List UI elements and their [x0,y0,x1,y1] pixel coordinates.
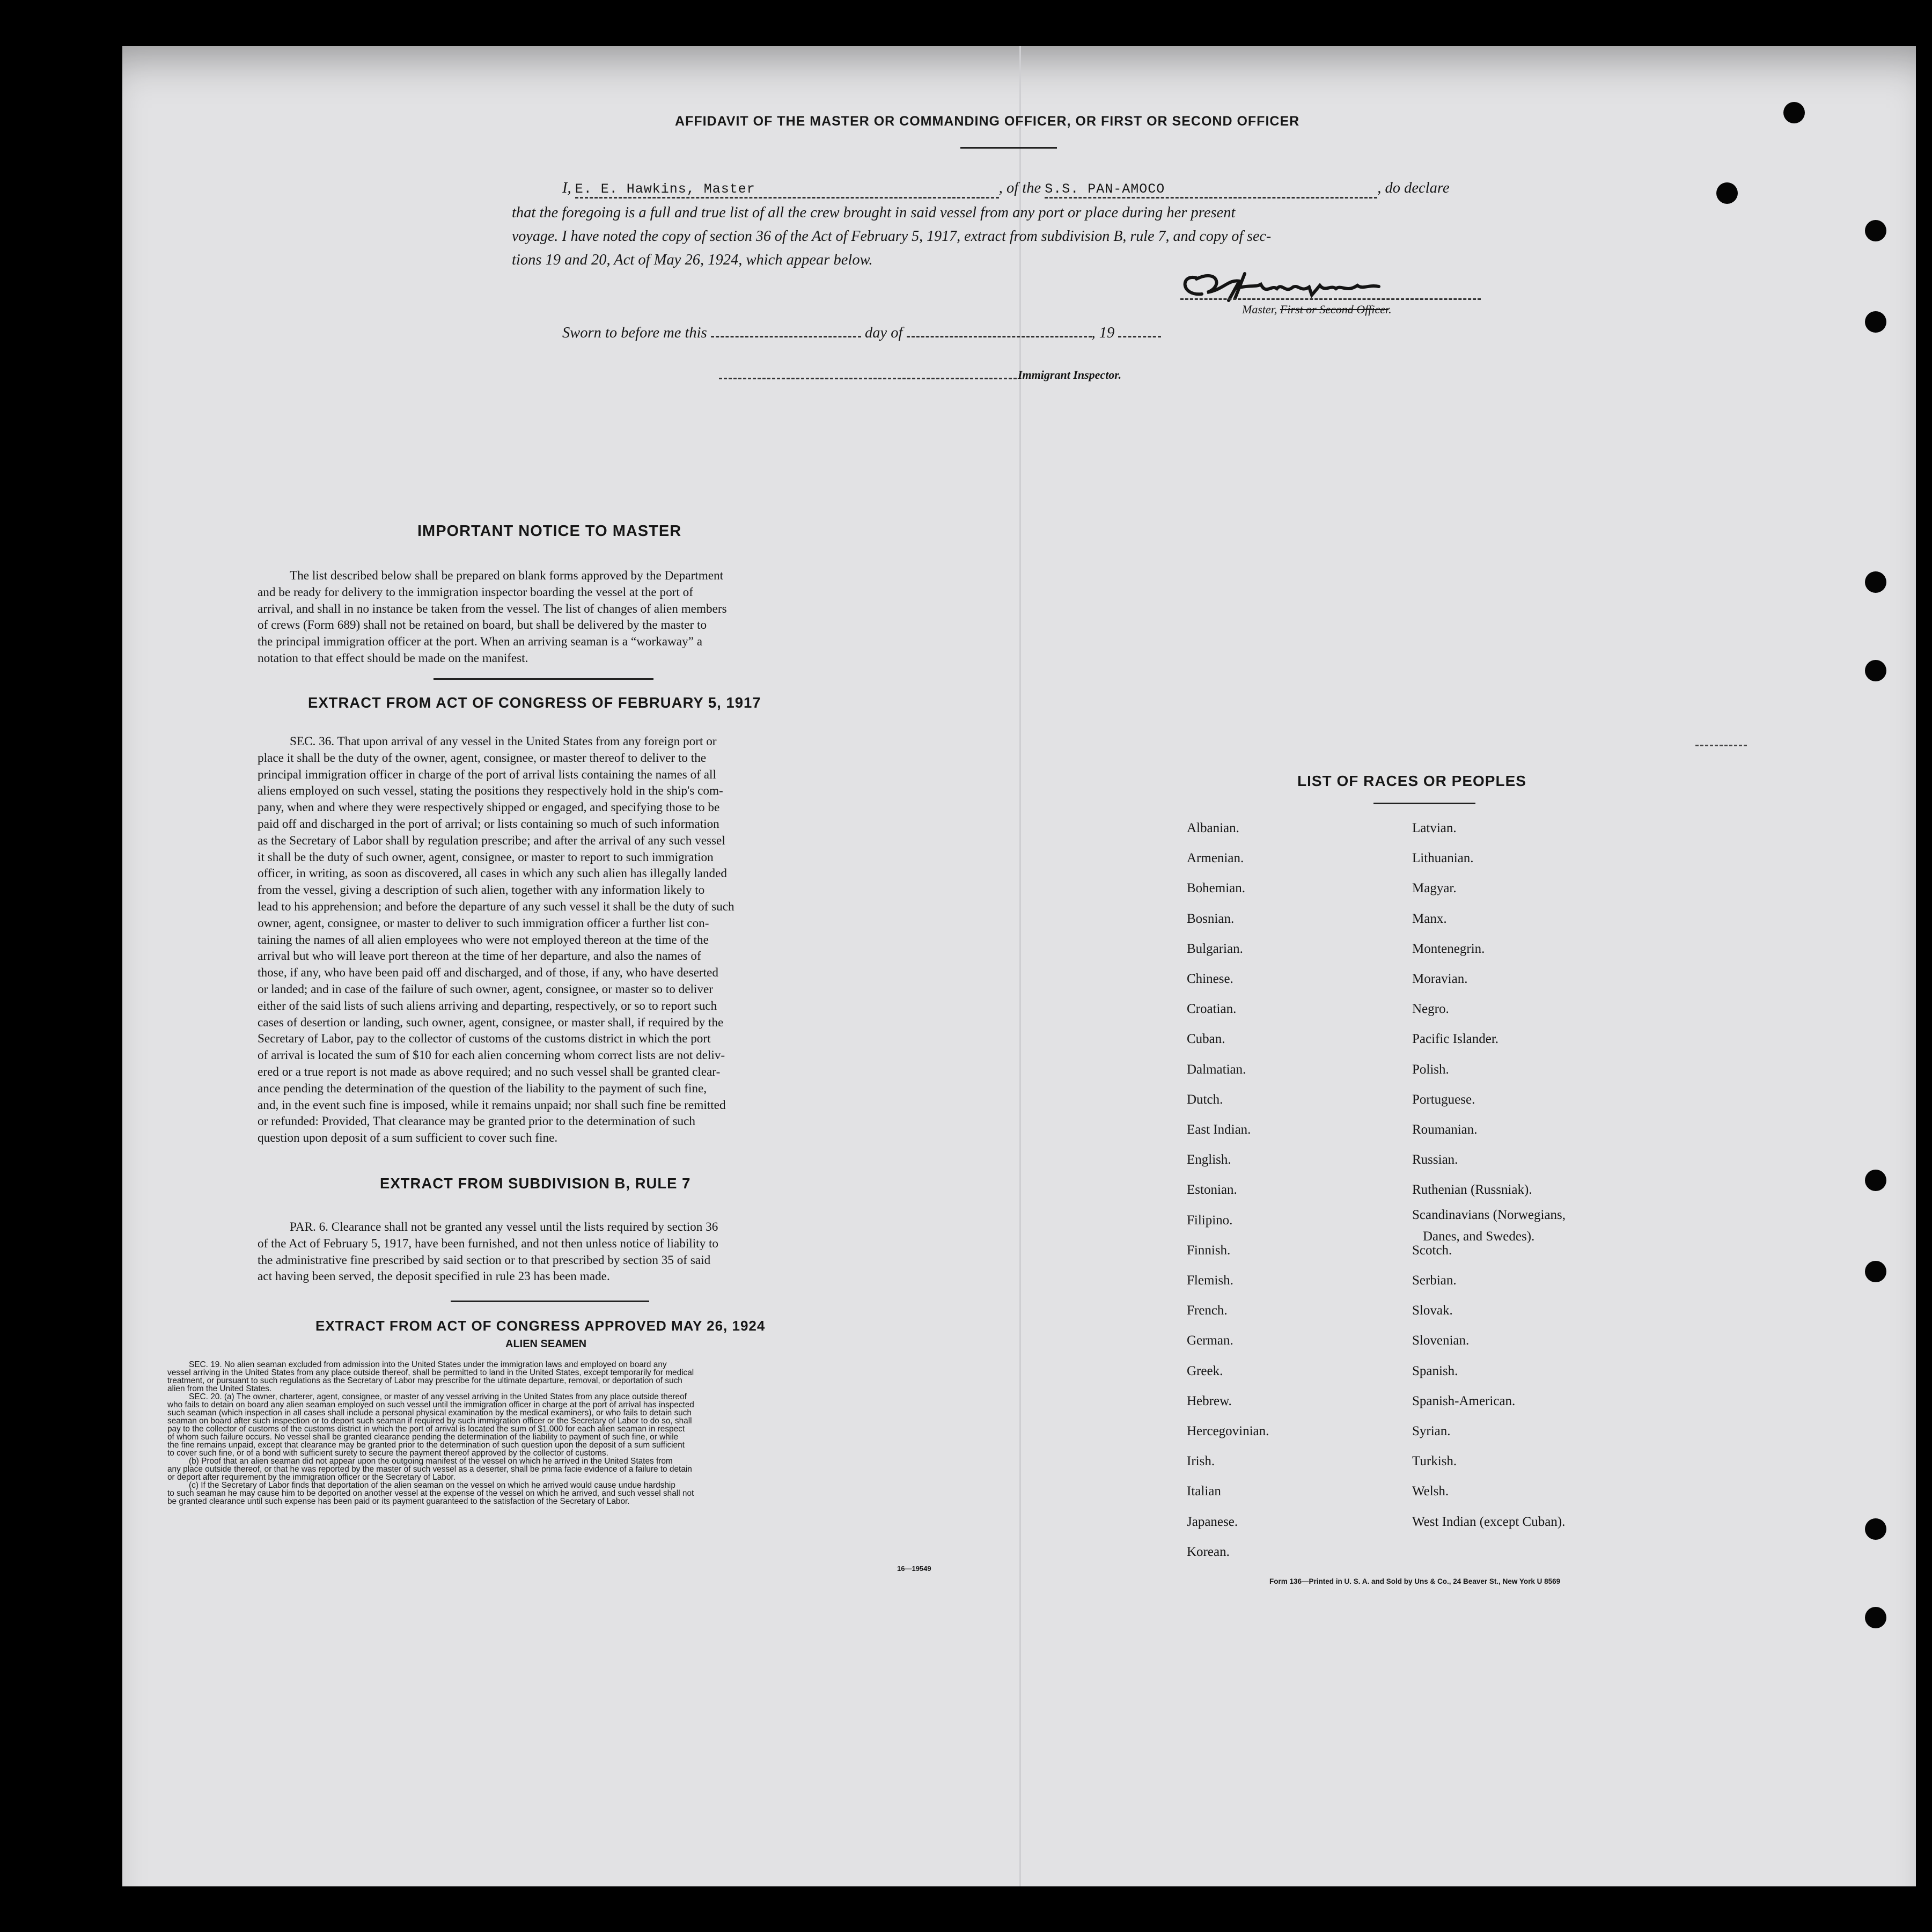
notice-line: The list described below shall be prepared on blank forms approved by the Department [290,569,724,583]
binder-hole [1783,102,1805,123]
race-item: Finnish. [1187,1243,1231,1258]
sec36-line: Secretary of Labor, pay to the collector of customs of the customs district in which the port [258,1032,711,1046]
sec1924-line: or deport after requirement by the immigration officer or the Secretary of Labor. [167,1473,456,1482]
race-item: Dalmatian. [1187,1062,1246,1077]
race-item: Danes, and Swedes). [1423,1229,1535,1244]
binder-hole [1865,1518,1886,1540]
race-item: Slovenian. [1412,1333,1470,1348]
race-item: Flemish. [1187,1273,1233,1288]
sec1924-line: the fine remains unpaid, except that clearance may be granted prior to the determination of such question upon the deposit of a sum sufficient [167,1441,685,1450]
race-item: Lithuanian. [1412,851,1474,866]
binder-hole [1865,1607,1886,1628]
extract-rule7-title: EXTRACT FROM SUBDIVISION B, RULE 7 [380,1175,691,1192]
race-item: Estonian. [1187,1182,1237,1198]
race-item: Scotch. [1412,1243,1452,1258]
race-item: Spanish-American. [1412,1393,1516,1408]
sec1924-line: of whom such failure occurs. No vessel shall be granted clearance pending the determination of the liability to payment of such fine, or while [167,1433,679,1442]
race-item: Spanish. [1412,1363,1458,1378]
margin-dash [1695,745,1747,746]
race-item: Albanian. [1187,821,1239,835]
sec36-line: arrival but who will leave port thereon at the time of her departure, and also the names of [258,949,701,964]
race-item: Pacific Islander. [1412,1032,1499,1047]
sec1924-line: who fails to detain on board any alien seaman employed on such vessel until the immigration officer in charge at the port of arrival has inspected [167,1400,694,1409]
sec36-line: ered or a true report is not made as above required; and no such vessel shall be granted clear- [258,1064,721,1079]
extract-1924-body [167,1361,940,1505]
affidavit-i: I, [562,180,571,196]
race-item: Portuguese. [1412,1092,1475,1107]
sec1924-line: (b) Proof that an alien seaman did not appear upon the outgoing manifest of the vessel on which he arrived in the United States from [189,1457,673,1466]
affidavit-line4: tions 19 and 20, Act of May 26, 1924, which appear below. [512,252,873,268]
race-item: Scandinavians (Norwegians, [1412,1207,1566,1222]
race-item: Italian [1187,1484,1221,1499]
sworn-month-field [907,323,1092,337]
sec1924-line: vessel arriving in the United States from any place outside thereof, shall be permitted to land in the United States, except temporarily for medical [167,1368,694,1377]
sec36-line: principal immigration officer in charge of the port of arrival lists containing the names of all [258,767,716,782]
sec1924-line: any place outside thereof, or that he was reported by the master of such vessel as a deserter, shall be prima facie evidence of a failure to detain [167,1465,692,1474]
binder-hole [1865,571,1886,593]
race-item: English. [1187,1152,1231,1167]
race-item: Hercegovinian. [1187,1424,1269,1438]
race-item: Montenegrin. [1412,941,1485,956]
sec36-line: lead to his apprehension; and before the departure of any such vessel it shall be the duty of such [258,899,734,914]
sec36-line: pany, when and where they were respectively shipped or engaged, and specifying those to be [258,800,720,815]
sec36-line: owner, agent, consignee, or master to deliver to such immigration officer a further list con- [258,916,709,930]
extract-1924-title: EXTRACT FROM ACT OF CONGRESS APPROVED MAY 26, 1924 [315,1318,766,1334]
sec36-line: SEC. 36. That upon arrival of any vessel in the United States from any foreign port or [290,734,717,748]
sec1924-line: pay to the collector of customs of the customs district in which the port of arrival is located the sum of $1,000 for each alien seaman in respect [167,1424,685,1434]
race-item: Filipino. [1187,1213,1233,1228]
race-item: Roumanian. [1412,1122,1478,1137]
binder-hole [1865,311,1886,333]
race-item: Irish. [1187,1454,1215,1469]
notice-line: and be ready for delivery to the immigration inspector boarding the vessel at the port of [258,585,693,599]
rule7-line: act having been served, the deposit specified in rule 23 has been made. [258,1269,610,1284]
binder-hole [1716,182,1738,204]
print-code: 16—19549 [897,1564,931,1573]
race-item: Manx. [1412,911,1447,926]
affidavit-title: AFFIDAVIT OF THE MASTER OR COMMANDING OFFICER, OR FIRST OR SECOND OFFICER [675,114,1300,129]
vessel-field: S.S. PAN-AMOCO [1045,182,1377,199]
section-rule [434,678,653,680]
sec1924-line: (c) If the Secretary of Labor finds that deportation of the alien seaman on the vessel on which he arrived would cause undue hardship [189,1481,675,1490]
sworn-line [562,321,1161,346]
sec36-line: of arrival is located the sum of $10 for each alien concerning whom correct lists are not deliv- [258,1048,725,1063]
sec36-line: question upon deposit of a sum sufficient to cover such fine. [258,1131,558,1145]
title-rule [960,147,1057,149]
race-item: Cuban. [1187,1032,1225,1047]
sig-master: Master, [1242,303,1277,316]
sec1924-line: to such seaman he may cause him to be deported on another vessel at the expense of the vessel on which he arrived, and such vessel shall not [167,1489,694,1498]
extract-rule7-body [258,1219,860,1285]
race-item: Dutch. [1187,1092,1223,1107]
section-rule [451,1301,649,1302]
race-item: Magyar. [1412,881,1457,896]
sec1924-line: seaman on board after such inspection or to deport such seaman if required by such immigration officer or the Secretary of Labor to do so, shall [167,1416,692,1426]
race-item: Syrian. [1412,1424,1451,1438]
notice-line: of crews (Form 689) shall not be retained on board, but shall be delivered by the master to [258,618,707,633]
sec36-line: those, if any, who have been paid off and discharged, and of those, if any, who have deserted [258,966,718,980]
sec1924-line: treatment, or pursuant to such regulations as the Secretary of Labor may prescribe for the ultimate departure, removal, or deportation of such [167,1376,682,1385]
race-item: Croatian. [1187,1002,1237,1017]
sec36-line: place it shall be the duty of the owner, agent, consignee, or master thereof to deliver to the [258,751,707,765]
race-item: Turkish. [1412,1454,1457,1469]
sec36-line: aliens employed on such vessel, stating the positions they respectively hold in the ship's com- [258,784,723,798]
race-item: Greek. [1187,1363,1223,1378]
sec36-line: paid off and discharged in the port of arrival; or lists containing so much of such information [258,817,719,831]
race-item: Hebrew. [1187,1393,1232,1408]
race-item: Bohemian. [1187,881,1246,896]
sec36-line: and, in the event such fine is imposed, while it remains unpaid; nor shall such fine be remitted [258,1098,726,1112]
year-label: , 19 [1091,325,1115,341]
day-of-label: day of [864,325,903,341]
sec36-line: or refunded: Provided, That clearance may be granted prior to the determination of such [258,1114,695,1129]
sworn-label: Sworn to before me this [562,325,707,341]
form-footer: Form 136—Printed in U. S. A. and Sold by Uns & Co., 24 Beaver St., New York U 8569 [1269,1577,1561,1585]
sec1924-line: to cover such fine, or of a bond with sufficient surety to secure the payment thereof approved by the collector of customs. [167,1449,608,1458]
extract-1917-title: EXTRACT FROM ACT OF CONGRESS OF FEBRUARY 5, 1917 [308,694,761,711]
do-declare-label: , do declare [1377,180,1450,196]
sec36-line: officer, in writing, as soon as discovered, all cases in which any such alien has illegally landed [258,866,728,881]
race-item: Serbian. [1412,1273,1457,1288]
race-item: Bosnian. [1187,911,1235,926]
races-rule [1373,803,1475,804]
race-item: Ruthenian (Russniak). [1412,1182,1532,1198]
notice-line: the principal immigration officer at the port. When an arriving seaman is a “workaway” a [258,635,703,649]
sec36-line: or landed; and in case of the failure of such owner, agent, consignee, or master so to deliver [258,982,713,996]
race-item: Bulgarian. [1187,941,1243,956]
notice-body [258,568,863,667]
race-item: Korean. [1187,1544,1230,1559]
signature-line [1180,298,1481,300]
race-item: Russian. [1412,1152,1458,1167]
race-item: Armenian. [1187,851,1244,866]
race-item: Polish. [1412,1062,1449,1077]
notice-line: arrival, and shall in no instance be taken from the vessel. The list of changes of alien members [258,601,727,616]
rule7-line: PAR. 6. Clearance shall not be granted any vessel until the lists required by section 36 [290,1220,718,1234]
rule7-line: the administrative fine prescribed by said section or to that prescribed by section 35 of said [258,1253,711,1267]
race-item: French. [1187,1303,1228,1318]
race-item: Japanese. [1187,1514,1238,1529]
sworn-day-field [711,323,861,337]
race-item: German. [1187,1333,1233,1348]
races-title: LIST OF RACES OR PEOPLES [1297,773,1526,789]
of-the-label: , of the [998,180,1041,196]
extract-1924-subtitle: ALIEN SEAMEN [505,1338,587,1350]
sec36-line: from the vessel, giving a description of such alien, together with any information likely to [258,883,705,898]
inspector-line [719,378,1017,379]
affidavit-line3: voyage. I have noted the copy of section 36 of the Act of February 5, 1917, extract from subdivision B, rule 7, and copy of sec- [512,228,1272,245]
race-item: Latvian. [1412,821,1457,835]
affidavit-line1 [562,176,1507,201]
sig-end: . [1389,303,1392,316]
race-item: Slovak. [1412,1303,1453,1318]
sec1924-line: SEC. 20. (a) The owner, charterer, agent, consignee, or master of any vessel arriving in the United States from any place outside thereof [189,1392,687,1401]
sec1924-line: alien from the United States. [167,1384,272,1393]
sig-struck: First or Second Officer [1280,303,1389,316]
race-item: Welsh. [1412,1484,1449,1499]
race-item: West Indian (except Cuban). [1412,1514,1566,1529]
sec36-line: cases of desertion or landing, such owner, agent, consignee, or master shall, if required by the [258,1015,724,1030]
binder-hole [1865,220,1886,241]
sec36-line: ance pending the determination of the question of the liability to the payment of such fine, [258,1081,707,1096]
sec1924-line: SEC. 19. No alien seaman excluded from admission into the United States under the immigration laws and employed on board any [189,1360,667,1369]
sec36-line: taining the names of all alien employees who were not employed thereon at the time of the [258,932,709,947]
binder-hole [1865,1170,1886,1191]
extract-1917-body [258,733,860,1147]
notice-title: IMPORTANT NOTICE TO MASTER [417,523,682,540]
sworn-year-field [1118,323,1161,337]
binder-hole [1865,1261,1886,1282]
sec1924-line: such seaman (which inspection in all cases shall include a personal physical examination by the medical examiners), or who fails to detain such [167,1408,692,1417]
race-item: Negro. [1412,1002,1449,1017]
sec1924-line: be granted clearance until such expense has been paid or its payment guaranteed to the satisfaction of the Secretary of Labor. [167,1497,630,1506]
sec36-line: as the Secretary of Labor shall by regulation prescribe; and after the arrival of any such vessel [258,833,725,848]
inspector-label: Immigrant Inspector. [1018,368,1122,381]
signature-label [1242,303,1392,317]
sec36-line: either of the said lists of such aliens arriving and departing, respectively, or so to report such [258,998,717,1013]
race-item: Moravian. [1412,972,1468,986]
master-name-field: E. E. Hawkins, Master [575,182,999,199]
race-item: Chinese. [1187,972,1233,986]
binder-hole [1865,660,1886,681]
rule7-line: of the Act of February 5, 1917, have been furnished, and not then unless notice of liability to [258,1236,719,1251]
sec36-line: it shall be the duty of such owner, agent, consignee, or master to report to such immigration [258,850,714,864]
notice-line: notation to that effect should be made on the manifest. [258,651,528,665]
affidavit-line2: that the foregoing is a full and true list of all the crew brought in said vessel from any port or place during her present [512,204,1236,221]
race-item: East Indian. [1187,1122,1251,1137]
